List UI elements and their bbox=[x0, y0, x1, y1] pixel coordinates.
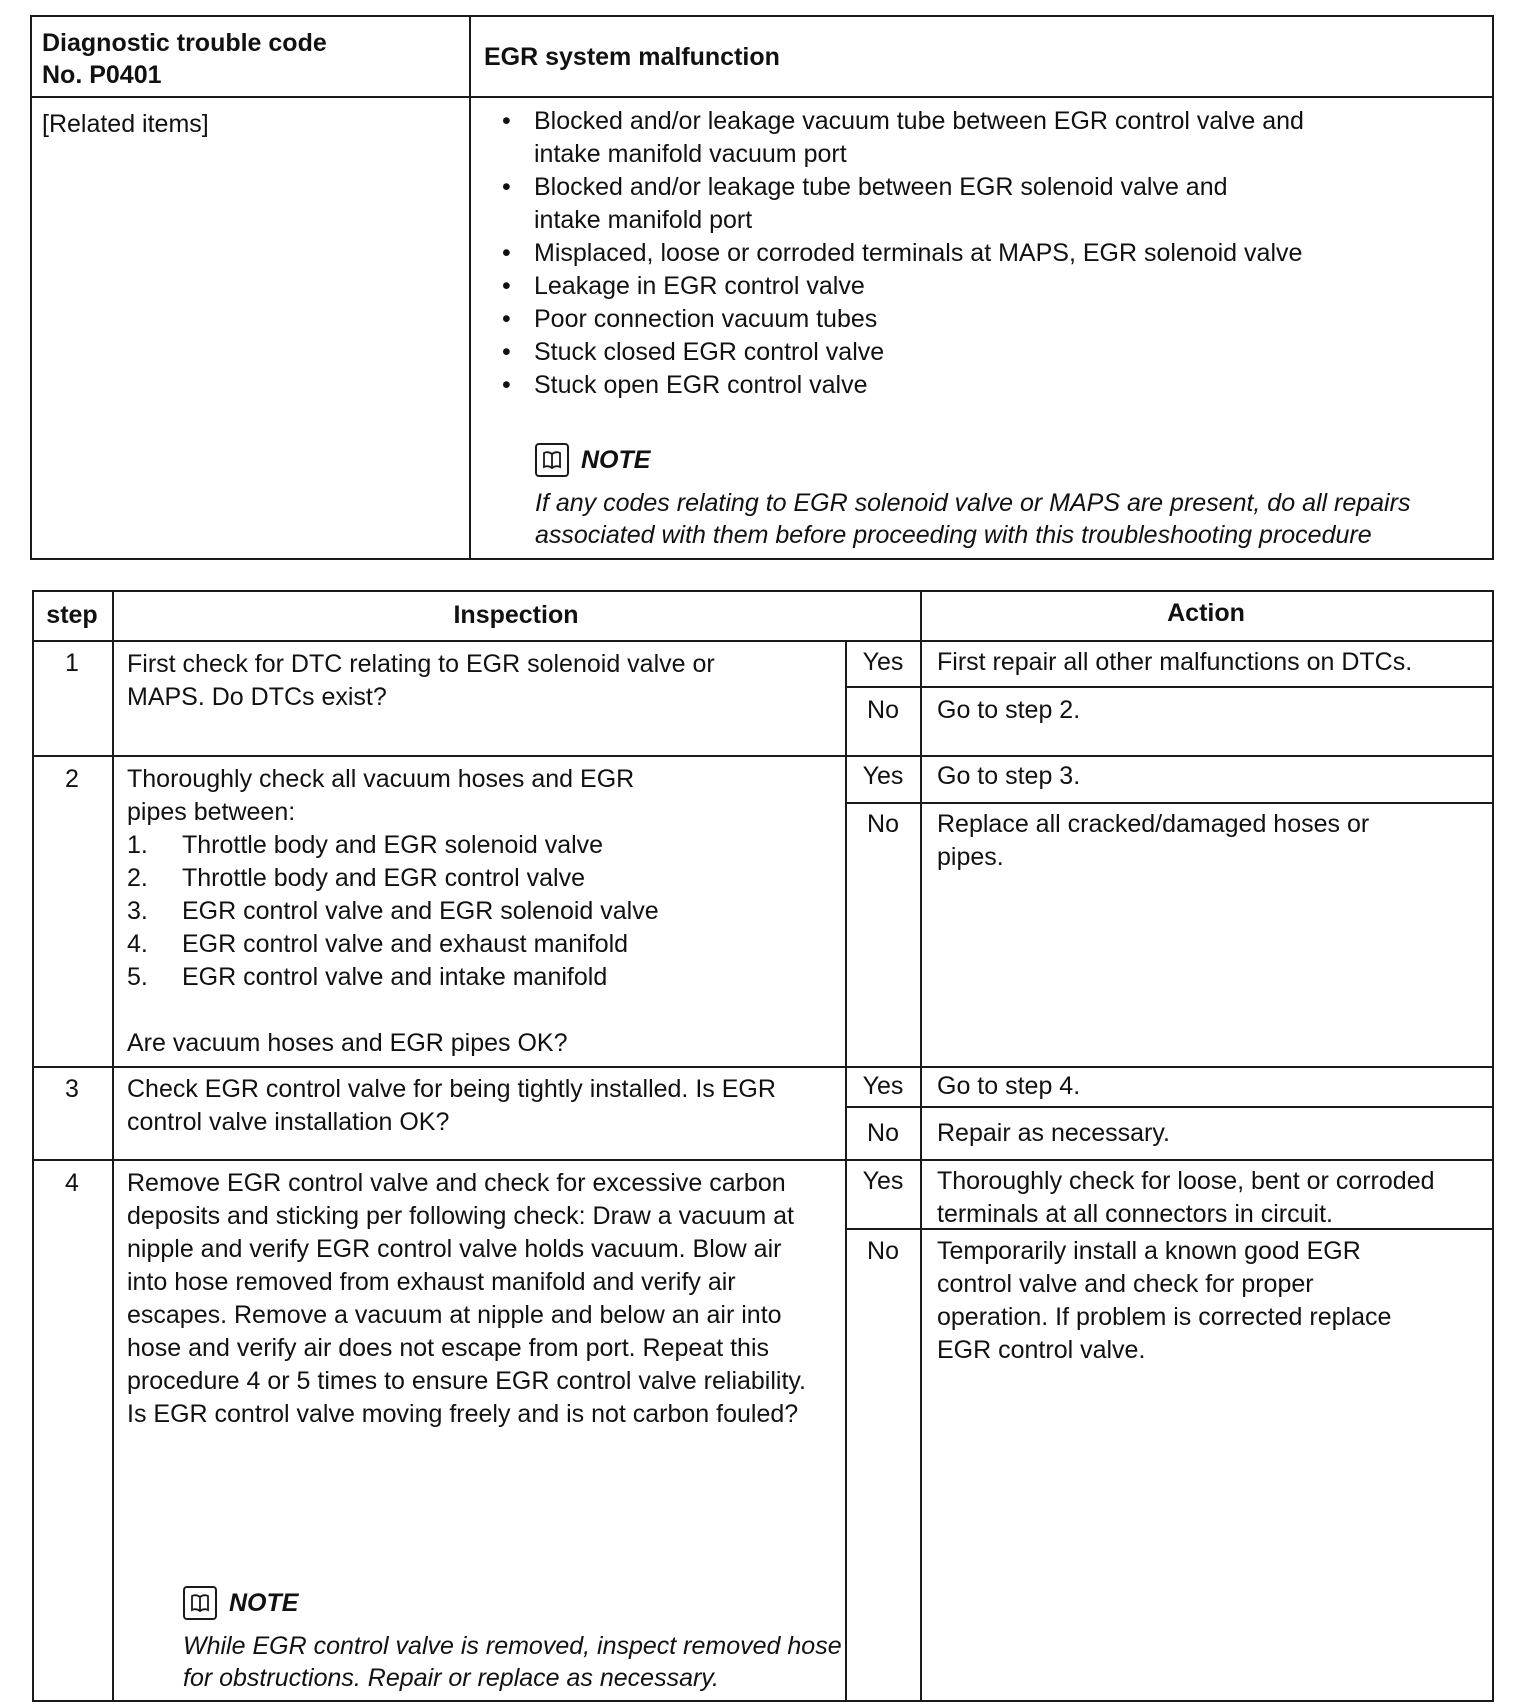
list-item: 3. EGR control valve and EGR solenoid valve bbox=[127, 897, 659, 925]
header-step: step bbox=[46, 601, 98, 629]
inspection-question: Are vacuum hoses and EGR pipes OK? bbox=[127, 1029, 568, 1057]
header-action: Action bbox=[1167, 599, 1245, 627]
header-inspection: Inspection bbox=[453, 601, 579, 629]
note-title: NOTE bbox=[229, 1588, 299, 1617]
related-item: • Blocked and/or leakage vacuum tube between EGR control valve and intake manifold vacuum port bbox=[502, 105, 1354, 171]
no-label: No bbox=[867, 1119, 899, 1147]
row-divider bbox=[32, 1066, 1494, 1068]
table-border bbox=[32, 1700, 1494, 1702]
yes-action: Go to step 4. bbox=[937, 1072, 1081, 1100]
book-icon bbox=[535, 443, 569, 477]
note-title: NOTE bbox=[581, 445, 651, 474]
yes-label: Yes bbox=[862, 1167, 904, 1195]
row-divider bbox=[32, 1159, 1494, 1161]
yes-label: Yes bbox=[862, 762, 904, 790]
row-divider bbox=[32, 755, 1494, 757]
no-action: Replace all cracked/damaged hoses or pipes. bbox=[937, 810, 1370, 871]
dtc-title: EGR system malfunction bbox=[484, 43, 780, 71]
inspection-list bbox=[127, 829, 847, 994]
no-label: No bbox=[867, 810, 899, 838]
yes-action: First repair all other malfunctions on DTCs. bbox=[937, 648, 1413, 676]
step-inspection: Check EGR control valve for being tightly installed. Is EGR control valve installation OK? bbox=[127, 1075, 776, 1136]
yes-no-divider bbox=[845, 1106, 1494, 1108]
related-items-label: [Related items] bbox=[42, 110, 209, 138]
list-item: 4. EGR control valve and exhaust manifold bbox=[127, 930, 629, 958]
yes-label: Yes bbox=[862, 648, 904, 676]
column-divider bbox=[469, 17, 471, 558]
no-action: Repair as necessary. bbox=[937, 1119, 1170, 1147]
list-item: 1. Throttle body and EGR solenoid valve bbox=[127, 831, 604, 859]
step-inspection: First check for DTC relating to EGR solenoid valve or MAPS. Do DTCs exist? bbox=[127, 650, 715, 711]
yes-no-divider bbox=[845, 802, 1494, 804]
related-item: • Stuck open EGR control valve bbox=[502, 369, 1482, 402]
no-action: Temporarily install a known good EGR control valve and check for proper operation. If problem is corrected replace EGR control valve. bbox=[937, 1237, 1392, 1364]
list-item: 2. Throttle body and EGR control valve bbox=[127, 864, 585, 892]
row-divider bbox=[32, 96, 1492, 98]
step-inspection: Remove EGR control valve and check for excessive carbon deposits and sticking per following check: Draw a vacuum at nipple and verify EGR control valve holds vacuum. Blow air into hose removed from exhaust manifold and verify air escapes. Remove a vacuum at nipple and below an air into hose and verify air does not escape from port. Repeat this procedure 4 or 5 times to ensure EGR control valve reliability. Is EGR control valve moving freely and is not carbon fouled? bbox=[127, 1169, 807, 1428]
book-icon bbox=[183, 1586, 217, 1620]
inspection-intro: Thoroughly check all vacuum hoses and EGR pipes between: bbox=[127, 765, 635, 826]
step-number: 3 bbox=[65, 1075, 79, 1103]
list-item: 5. EGR control valve and intake manifold bbox=[127, 963, 608, 991]
dtc-code-line1: Diagnostic trouble code bbox=[42, 29, 327, 57]
troubleshooting-table bbox=[32, 590, 1494, 1702]
note-block bbox=[535, 441, 1515, 551]
yes-no-divider bbox=[845, 686, 1494, 688]
related-item: • Poor connection vacuum tubes bbox=[502, 303, 1482, 336]
table-border bbox=[32, 590, 1494, 592]
yes-action: Go to step 3. bbox=[937, 762, 1081, 790]
related-item: • Blocked and/or leakage tube between EGR solenoid valve and intake manifold port bbox=[502, 171, 1294, 237]
step-number: 2 bbox=[65, 765, 79, 793]
yes-action: Thoroughly check for loose, bent or corroded terminals at all connectors in circuit. bbox=[937, 1167, 1435, 1228]
dtc-code-label bbox=[42, 27, 462, 91]
dtc-info-table bbox=[30, 15, 1494, 560]
dtc-code-line2: No. P0401 bbox=[42, 61, 162, 89]
step-number: 4 bbox=[65, 1169, 79, 1197]
step-number: 1 bbox=[65, 649, 79, 677]
row-divider bbox=[32, 640, 1494, 642]
no-label: No bbox=[867, 1237, 899, 1265]
related-item: • Leakage in EGR control valve bbox=[502, 270, 1482, 303]
note-text: If any codes relating to EGR solenoid valve or MAPS are present, do all repairs associated with them before proceeding with this troubleshooting procedure bbox=[535, 489, 1411, 549]
no-action: Go to step 2. bbox=[937, 696, 1081, 724]
related-items-list bbox=[502, 105, 1482, 402]
note-block bbox=[183, 1584, 863, 1694]
related-item: • Stuck closed EGR control valve bbox=[502, 336, 1482, 369]
step-inspection bbox=[127, 763, 847, 1060]
yes-label: Yes bbox=[862, 1072, 904, 1100]
related-item: • Misplaced, loose or corroded terminals at MAPS, EGR solenoid valve bbox=[502, 237, 1482, 270]
note-text: While EGR control valve is removed, inspect removed hose for obstructions. Repair or replace as necessary. bbox=[183, 1632, 842, 1692]
no-label: No bbox=[867, 696, 899, 724]
